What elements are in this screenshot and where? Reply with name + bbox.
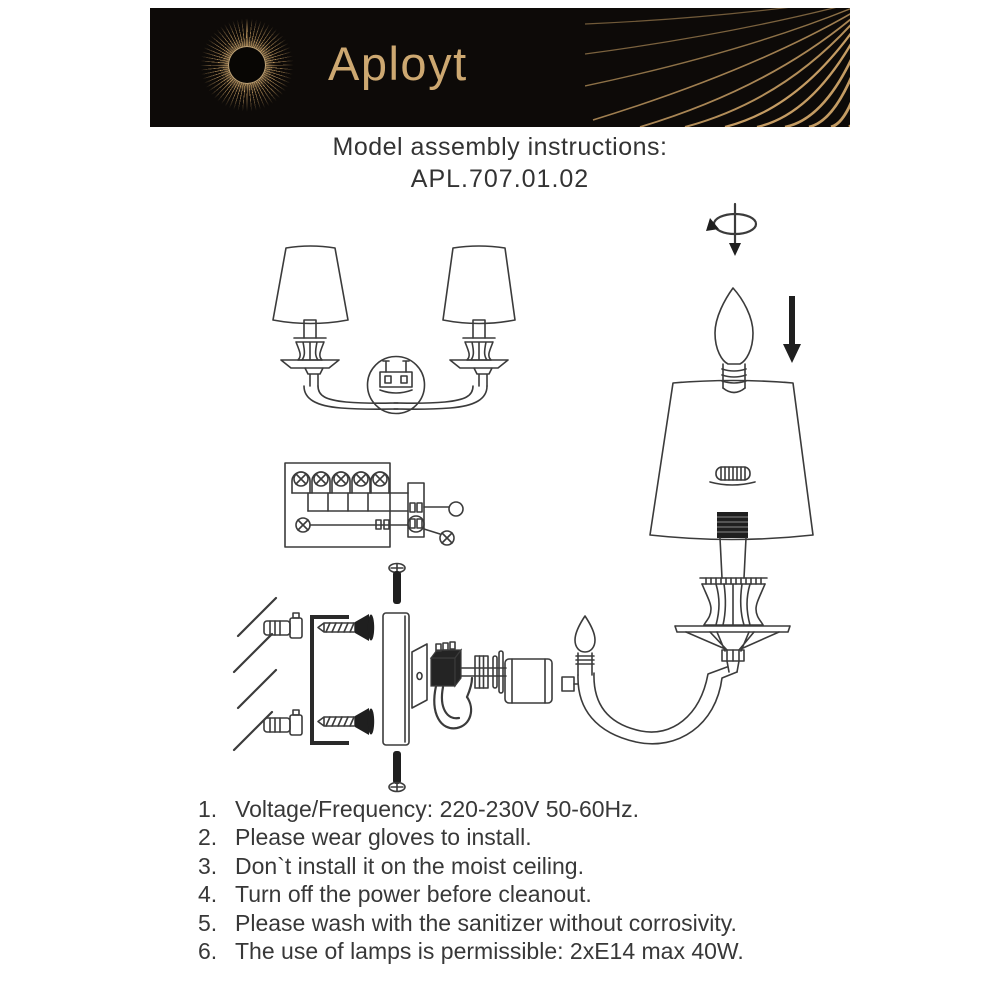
instruction-item [198,795,838,823]
sheet-content [150,0,850,1000]
item-number: 1. [198,796,218,822]
instruction-item [198,937,838,965]
assembly-diagrams [150,200,850,800]
instruction-item [198,823,838,851]
item-text: Please wash with the sanitizer without corrosivity. [235,909,737,936]
item-number: 6. [198,938,218,965]
starburst-core [228,46,266,84]
item-text: Please wear gloves to install. [235,824,532,851]
starburst-logo-icon [199,17,295,113]
wiring-diagram [285,463,463,547]
candle-bulb-drawing [715,288,753,393]
item-text: Turn off the power before cleanout. [235,881,592,908]
title-block [150,133,850,194]
item-number: 5. [198,909,218,936]
brand-logotype: Aployt [328,37,468,90]
rotate-arrow-icon [706,204,756,256]
item-number: 4. [198,881,218,908]
item-number: 2. [198,824,218,851]
item-number: 3. [198,852,218,879]
model-code: APL.707.01.02 [410,165,590,193]
mounting-exploded-view [234,564,552,792]
instruction-list [198,795,838,965]
page-title: Model assembly instructions: [332,133,668,161]
item-text: The use of lamps is permissible: 2xE14 max 40W. [235,938,744,965]
instruction-item [198,880,838,908]
instruction-item [198,909,838,937]
instruction-item [198,852,838,880]
item-text: Voltage/Frequency: 220-230V 50-60Hz. [235,796,640,822]
item-text: Don`t install it on the moist ceiling. [235,852,584,879]
down-arrow-icon [783,296,801,363]
rays-decoration [585,8,850,127]
sconce-front-view-drawing [273,246,515,414]
sconce-side-view-drawing [562,381,813,744]
brand-header [150,8,850,127]
